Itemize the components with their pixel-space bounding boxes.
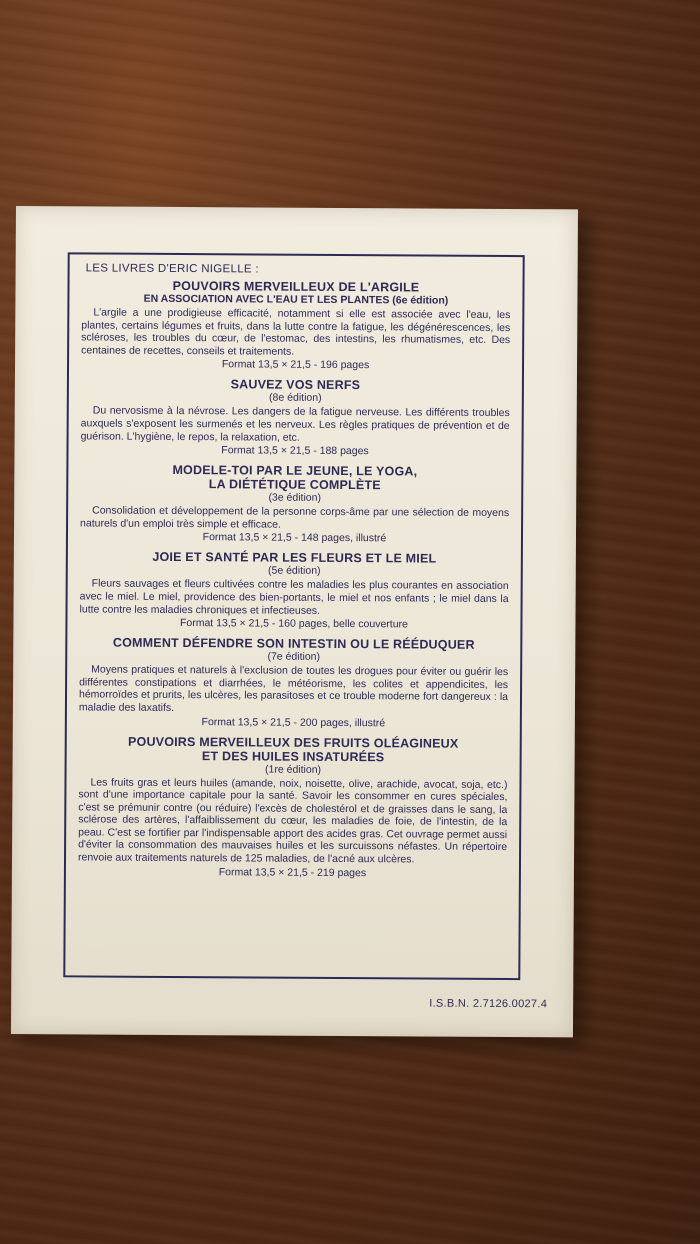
book-entry-miel bbox=[79, 550, 508, 632]
book-format: Format 13,5 × 21,5 - 200 pages, illustré bbox=[201, 715, 386, 729]
book-description: Du nervosisme à la névrose. Les dangers de la fatigue nerveuse. Les différents troubles auxquels s'exposent les surmenés et les nerveux. Les règles pratiques de prévention et de guérison. L'hygiène, le repos, la relaxation, etc. bbox=[80, 404, 510, 444]
book-title: POUVOIRS MERVEILLEUX DES FRUITS OLÉAGINEUX ET DES HUILES INSATURÉES bbox=[127, 734, 459, 764]
book-format: Format 13,5 × 21,5 - 160 pages, belle couverture bbox=[179, 617, 408, 631]
book-title: COMMENT DÉFENDRE SON INTESTIN OU LE RÉÉDUQUER bbox=[112, 635, 475, 652]
book-description: Les fruits gras et leurs huiles (amande, noix, noisette, olive, arachide, avocat, soja, etc.) sont d'une importance capitale pour la santé. Savoir les consommer en cures spéciales, c'est se prémunir contre (ou réduire) l'excès de cholestérol et de graisses dans le sang, la sclérose des artères, l'affaiblissement du cœur, les maladies de foie, de l'intestin, de la peau. C'est se fortifier par l'indispensable apport des acides gras. Cet ouvrage permet aussi d'éviter la consommation des mauvaises huiles et les surcuissons néfastes. Un répertoire renvoie aux traitements naturels de 125 maladies, de l'acné aux ulcères. bbox=[77, 775, 508, 866]
book-description: L'argile a une prodigieuse efficacité, notamment si elle est associée avec l'eau, les plantes, certains légumes et fruits, dans la lutte contre la fatigue, les dégénérescences, les scléroses, les troubles du cœur, de l'estomac, des intestins, les rhumatismes, etc. Des centaines de recettes, conseils et traitements. bbox=[81, 306, 511, 358]
book-title: SAUVEZ VOS NERFS bbox=[230, 377, 361, 393]
book-back-cover bbox=[11, 206, 578, 1037]
book-subtitle: EN ASSOCIATION AVEC L'EAU ET LES PLANTES (6e édition) bbox=[143, 292, 449, 307]
book-entry-intestin bbox=[79, 636, 509, 731]
book-edition: (1re édition) bbox=[265, 763, 322, 776]
book-description: Consolidation et développement de la personne corps-âme par une sélection de moyens naturels d'un emploi très simple et efficace. bbox=[80, 504, 510, 531]
book-title: POUVOIRS MERVEILLEUX DE L'ARGILE bbox=[172, 278, 420, 295]
book-entry-nerfs bbox=[80, 377, 509, 459]
book-format: Format 13,5 × 21,5 - 188 pages bbox=[221, 444, 369, 458]
series-heading: LES LIVRES D'ERIC NIGELLE : bbox=[85, 262, 259, 276]
book-title: JOIE ET SANTÉ PAR LES FLEURS ET LE MIEL bbox=[152, 550, 437, 566]
book-format: Format 13,5 × 21,5 - 196 pages bbox=[221, 358, 370, 372]
book-entry-yoga bbox=[80, 463, 509, 547]
book-edition: (7e édition) bbox=[267, 650, 321, 663]
book-edition: (5e édition) bbox=[267, 564, 321, 578]
book-description: Fleurs sauvages et fleurs cultivées contre les maladies les plus courantes en association avec le miel. Le miel, providence des bien-portants, le miel et nos enfants ; le miel dans la lutte contre les maladies chroniques et infectieuses. bbox=[79, 577, 509, 617]
isbn-number: I.S.B.N. 2.7126.0027.4 bbox=[429, 997, 548, 1011]
book-edition: (3e édition) bbox=[268, 491, 322, 505]
book-format: Format 13,5 × 21,5 - 219 pages bbox=[218, 865, 367, 879]
book-list-frame bbox=[63, 252, 524, 980]
book-entry-argile bbox=[81, 278, 511, 373]
book-edition: (8e édition) bbox=[269, 391, 322, 405]
book-format: Format 13,5 × 21,5 - 148 pages, illustré bbox=[202, 531, 387, 545]
book-description: Moyens pratiques et naturels à l'exclusion de toutes les drogues pour éviter ou guérir les différentes constipations et diarrhées, le météorisme, les colites et appendicites, les hémorroïdes et prurits, les ulcères, les parasitoses et ce trouble moderne fort dangereux : la maladie des laxatifs. bbox=[78, 663, 509, 714]
book-title: MODELE-TOI PAR LE JEUNE, LE YOGA, LA DIÉTÉTIQUE COMPLÈTE bbox=[172, 463, 418, 493]
book-entry-fruits bbox=[78, 734, 508, 881]
